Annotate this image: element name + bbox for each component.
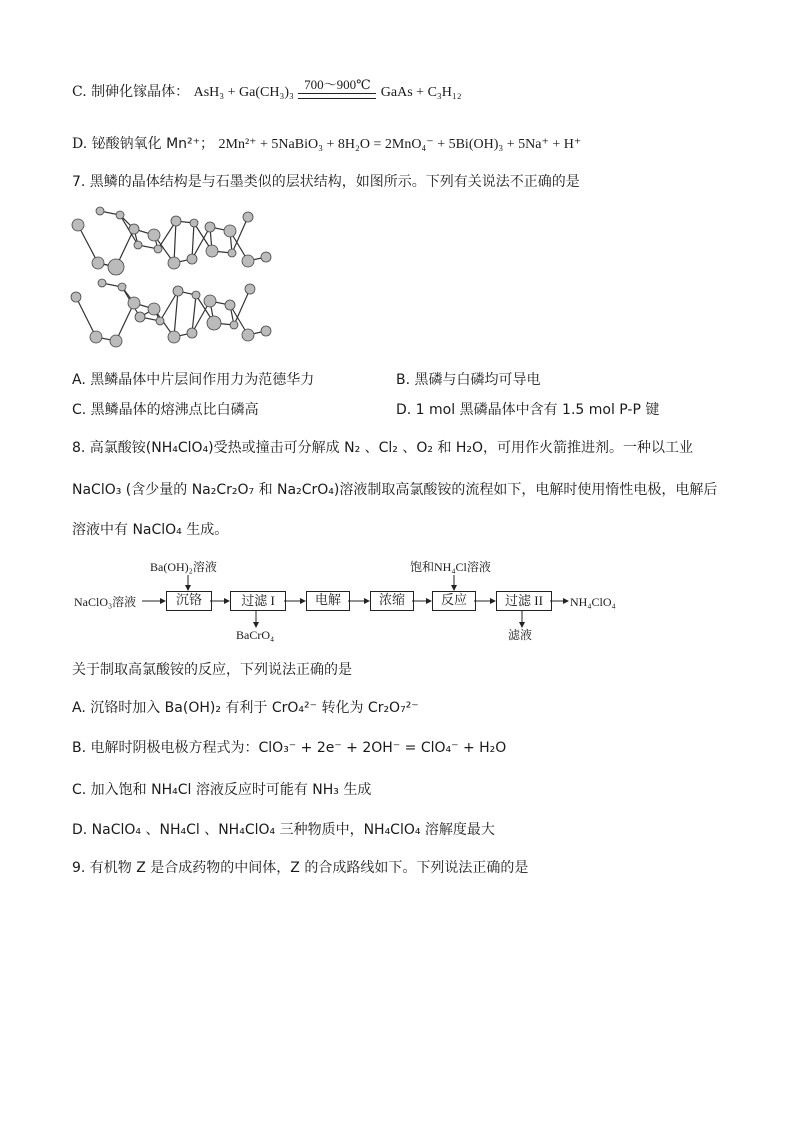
option-c-text: 制砷化镓晶体： <box>91 84 190 100</box>
q8-stem-line2: NaClO₃ (含少量的 Na₂Cr₂O₇ 和 Na₂CrO₄)溶液制取高氯酸铵的流程如下，电解时使用惰性电极，电解后 <box>72 482 718 498</box>
flow-step-chenge: 沉铬 <box>166 591 212 611</box>
option-c-products: GaAs + C₃H₁₂ <box>380 85 462 100</box>
condition-text: 700～900℃ <box>304 77 371 92</box>
q8-subquestion: 关于制取高氯酸铵的反应，下列说法正确的是 <box>72 662 352 678</box>
q7-option-c: C. 黑鳞晶体的熔沸点比白磷高 <box>72 402 259 418</box>
option-d-label: D. <box>72 136 88 152</box>
q8-stem-line3: 溶液中有 NaClO₄ 生成。 <box>72 522 229 538</box>
option-d-text: 铋酸钠氧化 Mn²⁺； <box>91 136 215 152</box>
flow-step-concentrate: 浓缩 <box>370 591 414 611</box>
q7-option-a: A. 黑鳞晶体中片层间作用力为范德华力 <box>72 372 315 388</box>
flow-byproduct-bacro4: BaCrO₄ <box>236 628 275 642</box>
flow-reagent-nh4cl: 饱和NH₄Cl溶液 <box>410 560 491 574</box>
flow-byproduct-filtrate: 滤液 <box>508 628 533 642</box>
q8-stem-line1: 8. 高氯酸铵(NH₄ClO₄)受热或撞击可分解成 N₂ 、Cl₂ 、O₂ 和 H₂O，可用作火箭推进剂。一种以工业 <box>72 440 694 456</box>
flow-output: NH₄ClO₄ <box>570 595 616 609</box>
flow-step-react: 反应 <box>432 591 476 611</box>
option-d-equation: 2Mn²⁺ + 5NaBiO₃ + 8H₂O = 2MnO₄⁻ + 5Bi(OH)₃ + 5Na⁺ + H⁺ <box>218 137 582 152</box>
flow-step-electrolysis: 电解 <box>306 591 350 611</box>
q8-option-b: B. 电解时阴极电极方程式为：ClO₃⁻ + 2e⁻ + 2OH⁻ = ClO₄⁻ + H₂O <box>72 740 507 756</box>
q8-option-a: A. 沉铬时加入 Ba(OH)₂ 有利于 CrO₄²⁻ 转化为 Cr₂O₇²⁻ <box>72 700 419 716</box>
flow-input: NaClO₃溶液 <box>74 595 137 609</box>
option-c-label: C. <box>72 84 87 100</box>
q7-option-d: D. 1 mol 黑磷晶体中含有 1.5 mol P-P 键 <box>396 402 660 418</box>
option-c-reactants: AsH₃ + Ga(CH₃)₃ <box>193 85 294 100</box>
q9-stem: 9. 有机物 Z 是合成药物的中间体，Z 的合成路线如下。下列说法正确的是 <box>72 860 529 876</box>
q7-stem: 7. 黑鳞的晶体结构是与石墨类似的层状结构，如图所示。下列有关说法不正确的是 <box>72 174 580 190</box>
flow-step-filter1: 过滤 I <box>230 591 286 611</box>
q7-option-b: B. 黑磷与白磷均可导电 <box>396 372 541 388</box>
flow-step-filter2: 过滤 II <box>496 591 552 611</box>
flow-reagent-baoh2: Ba(OH)₂溶液 <box>150 560 217 574</box>
q8-option-d: D. NaClO₄ 、NH₄Cl 、NH₄ClO₄ 三种物质中，NH₄ClO₄ 溶解度最大 <box>72 822 495 838</box>
q8-option-c: C. 加入饱和 NH₄Cl 溶液反应时可能有 NH₃ 生成 <box>72 782 372 798</box>
